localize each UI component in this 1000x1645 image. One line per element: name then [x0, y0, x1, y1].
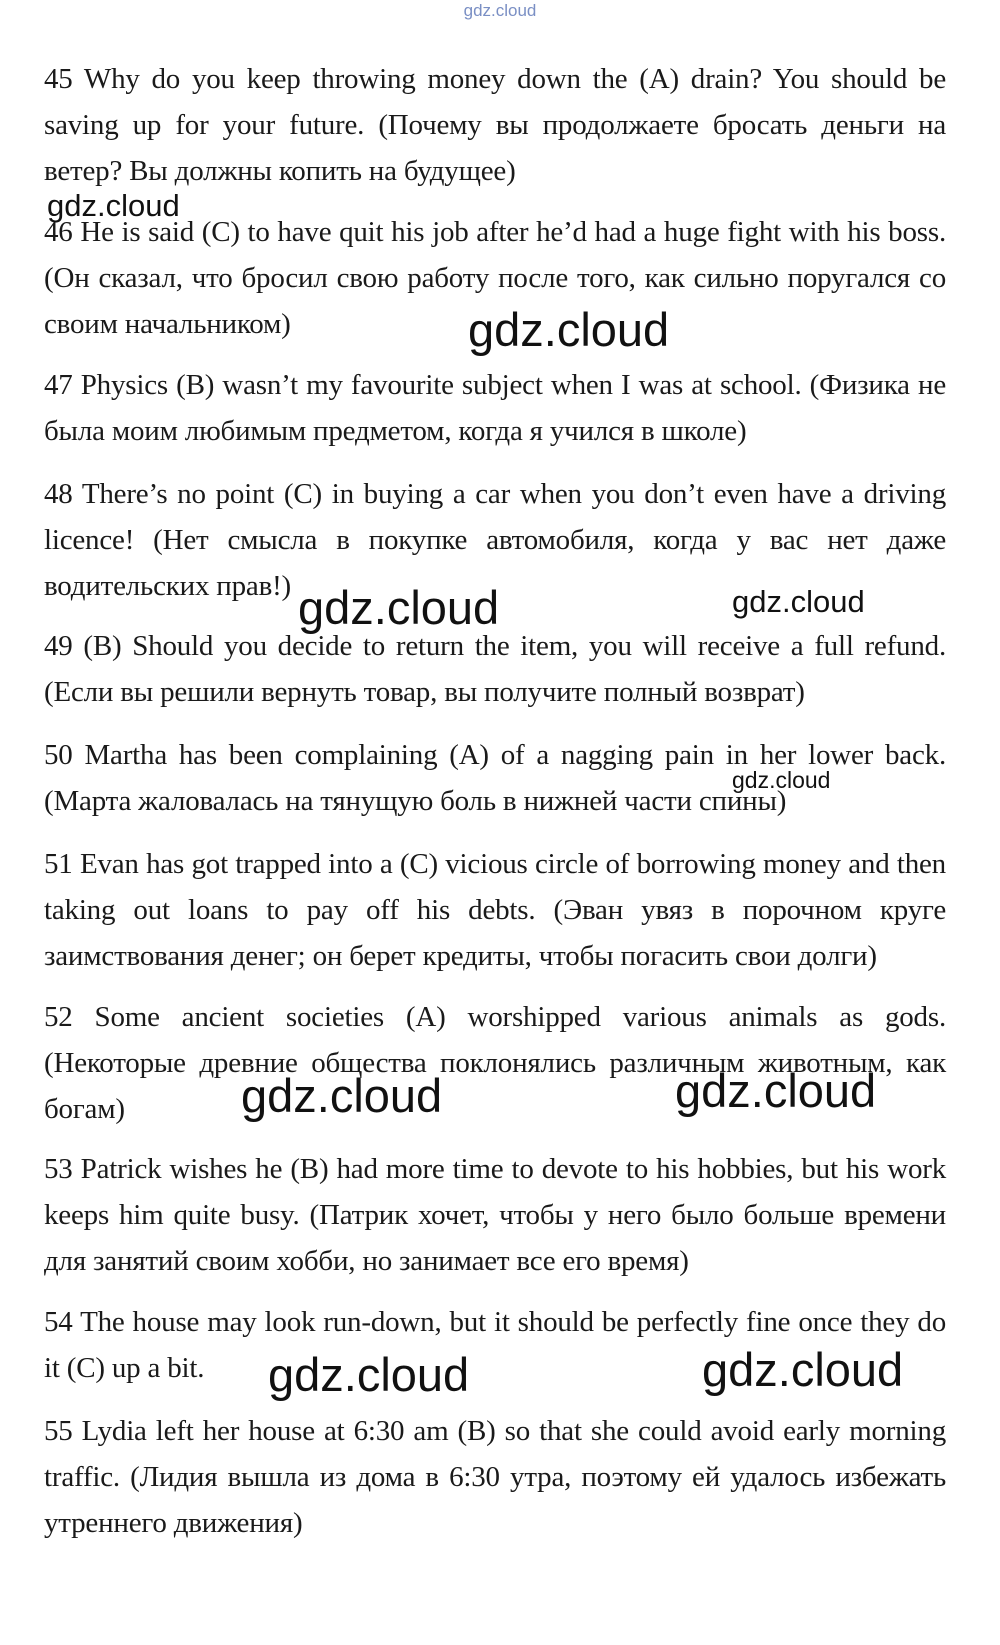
watermark: gdz.cloud: [675, 1064, 877, 1117]
answer-item-53: 53 Patrick wishes he (B) had more time to devote to his hobbies, but his work keeps him quite busy. (Патрик хочет, чтобы у него было больше времени для занятий своим хобби, но занимает все его время): [44, 1153, 946, 1277]
answer-item-46: 46 He is said (C) to have quit his job after he’d had a huge fight with his boss. (Он сказал, что бросил свою работу после того, как сильно поругался со своим начальником): [44, 216, 946, 340]
answer-item-55: 55 Lydia left her house at 6:30 am (B) so that she could avoid early morning traffic. (Лидия вышла из дома в 6:30 утра, поэтому ей удалось избежать утреннего движения): [44, 1415, 946, 1539]
watermark: gdz.cloud: [702, 1343, 904, 1396]
watermark: gdz.cloud: [732, 767, 831, 793]
site-mark-top: gdz.cloud: [463, 1, 537, 20]
answer-item-52: 52 Some ancient societies (A) worshipped various animals as gods. (Некоторые древние общества поклонялись различным животным, как богам): [44, 1001, 946, 1125]
watermark: gdz.cloud: [241, 1069, 443, 1122]
watermark: gdz.cloud: [298, 581, 500, 634]
answer-item-47: 47 Physics (B) wasn’t my favourite subject when I was at school. (Физика не была моим любимым предметом, когда я учился в школе): [44, 369, 946, 447]
answer-item-50: 50 Martha has been complaining (A) of a nagging pain in her lower back. (Марта жаловалась на тянущую боль в нижней части спины): [44, 739, 946, 817]
answer-item-49: 49 (B) Should you decide to return the item, you will receive a full refund. (Если вы решили вернуть товар, вы получите полный возврат): [44, 630, 946, 708]
answer-item-45: 45 Why do you keep throwing money down the (A) drain? You should be saving up for your future. (Почему вы продолжаете бросать деньги на ветер? Вы должны копить на будущее): [44, 63, 946, 187]
watermark: gdz.cloud: [732, 584, 865, 619]
answer-item-54: 54 The house may look run-down, but it should be perfectly fine once they do it (C) up a bit.: [44, 1306, 946, 1384]
answer-item-51: 51 Evan has got trapped into a (C) vicious circle of borrowing money and then taking out loans to pay off his debts. (Эван увяз в порочном круге заимствования денег; он берет кредиты, чтобы погасить свои долги): [44, 848, 946, 972]
answer-item-48: 48 There’s no point (C) in buying a car when you don’t even have a driving licence! (Нет смысла в покупке автомобиля, когда у вас нет даже водительских прав!): [44, 478, 946, 602]
watermark: gdz.cloud: [47, 188, 180, 223]
watermark: gdz.cloud: [468, 303, 670, 356]
watermark: gdz.cloud: [268, 1348, 470, 1401]
